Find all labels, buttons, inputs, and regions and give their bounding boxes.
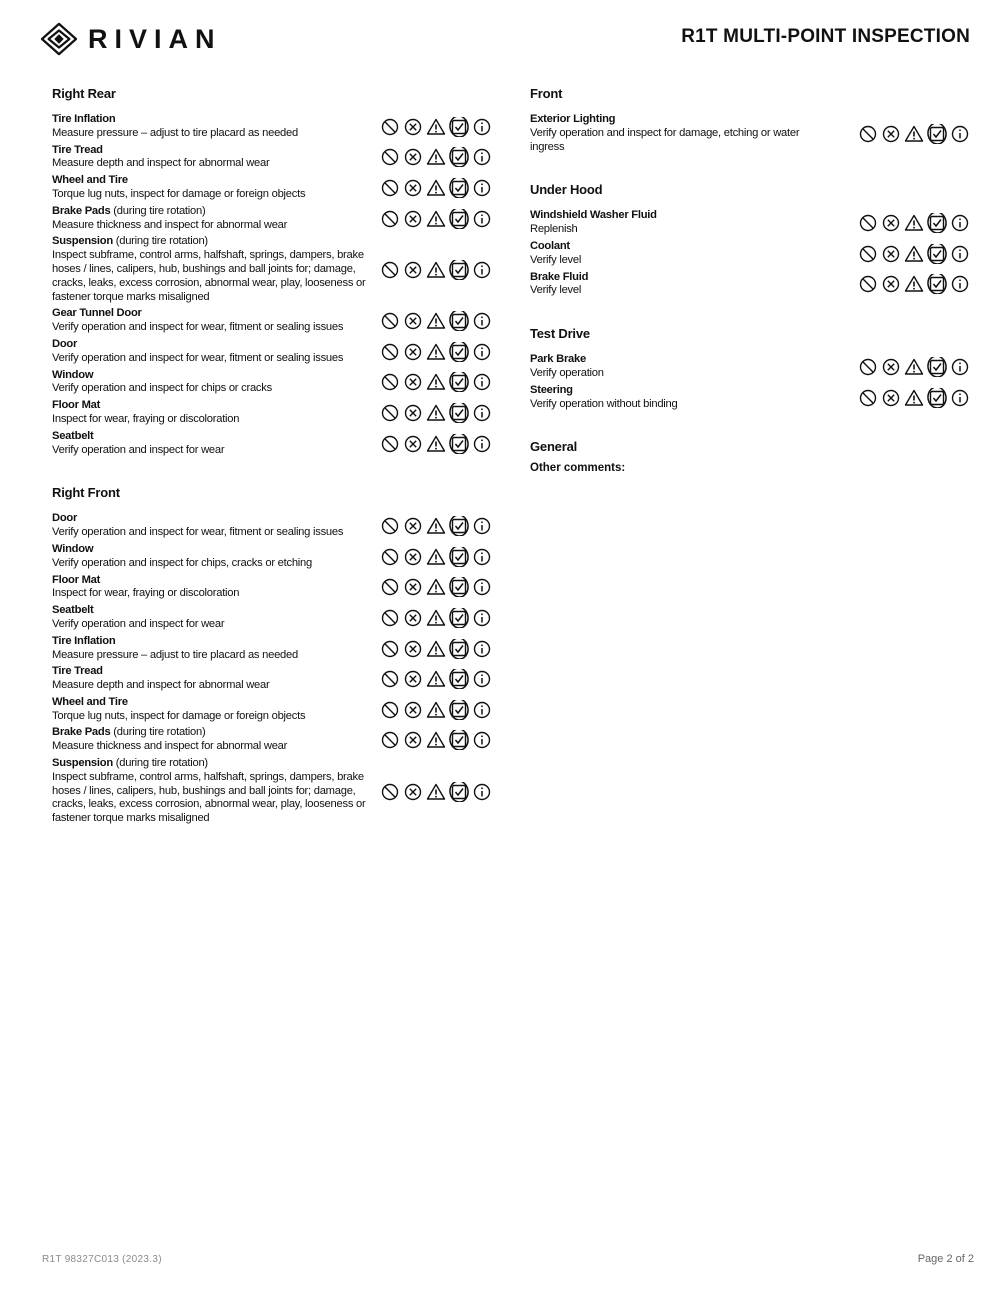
pass-checkbox-circled-icon[interactable] (449, 209, 469, 229)
inspection-item-description: Verify level (530, 253, 582, 266)
inspection-item-text (52, 235, 372, 304)
inspection-item-windshield-washer-fluid (530, 209, 970, 237)
pass-checkbox-circled-icon[interactable] (927, 357, 947, 377)
fail-icon[interactable] (403, 639, 423, 659)
section-title: Test Drive (530, 326, 590, 342)
fail-icon[interactable] (403, 434, 423, 454)
inspection-item-text (52, 757, 372, 826)
inspection-item-description: Measure thickness and inspect for abnormal wear (52, 740, 288, 753)
warning-icon[interactable] (426, 639, 446, 659)
inspection-item-name: Floor Mat (52, 573, 101, 586)
not-applicable-icon[interactable] (380, 730, 400, 750)
inspection-item-name: Park Brake (530, 353, 586, 366)
not-applicable-icon[interactable] (380, 700, 400, 720)
rating-options (380, 178, 492, 198)
warning-icon[interactable] (904, 213, 924, 233)
warning-icon[interactable] (426, 730, 446, 750)
not-applicable-icon[interactable] (380, 372, 400, 392)
info-icon[interactable] (472, 730, 492, 750)
section-title: Right Rear (52, 86, 116, 101)
rating-options (380, 147, 492, 167)
section-title: Right Front (52, 485, 120, 501)
inspection-item-name: Floor Mat (52, 399, 101, 412)
inspection-item-text (52, 113, 372, 141)
inspection-item-text (52, 399, 372, 427)
inspection-item-text (52, 174, 372, 202)
rating-options (380, 260, 492, 280)
rating-options (380, 403, 492, 423)
inspection-item-description: Verify operation and inspect for wear, fitment or sealing issues (52, 351, 344, 364)
not-applicable-icon[interactable] (858, 244, 878, 264)
pass-checkbox-circled-icon[interactable] (449, 260, 469, 280)
warning-icon[interactable] (426, 577, 446, 597)
info-icon[interactable] (472, 209, 492, 229)
not-applicable-icon[interactable] (380, 516, 400, 536)
rating-options (380, 209, 492, 229)
fail-icon[interactable] (403, 342, 423, 362)
left-column (52, 86, 492, 854)
inspection-item-description: Measure depth and inspect for abnormal wear (52, 679, 270, 692)
inspection-item-name: Tire Tread (52, 143, 103, 156)
inspection-item-description: Inspect subframe, control arms, halfshaft, springs, dampers, brake hoses / lines, calipers, hub, bushings and ball joints for; damage, cracks, leaks, excess corrosion, abnormal wear, play, looseness or fastener torque marks misaligned (52, 249, 366, 303)
fail-icon[interactable] (881, 244, 901, 264)
not-applicable-icon[interactable] (380, 178, 400, 198)
not-applicable-icon[interactable] (380, 260, 400, 280)
section-under-hood (530, 182, 970, 298)
warning-icon[interactable] (426, 372, 446, 392)
not-applicable-icon[interactable] (380, 147, 400, 167)
info-icon[interactable] (472, 434, 492, 454)
inspection-item-text (52, 512, 372, 540)
rating-options (380, 608, 492, 628)
pass-checkbox-circled-icon[interactable] (449, 403, 469, 423)
inspection-item-name: Window (52, 542, 94, 555)
info-icon[interactable] (472, 342, 492, 362)
inspection-item-text (52, 430, 372, 458)
rating-options (380, 577, 492, 597)
inspection-item-description: Verify operation and inspect for wear, fitment or sealing issues (52, 526, 344, 539)
rating-options (858, 244, 970, 264)
warning-icon[interactable] (426, 403, 446, 423)
info-icon[interactable] (472, 516, 492, 536)
inspection-item-text (530, 240, 830, 268)
inspection-item-text (52, 369, 372, 397)
rivian-logo (40, 22, 222, 56)
not-applicable-icon[interactable] (380, 311, 400, 331)
inspection-item-exterior-lighting (530, 113, 970, 154)
pass-checkbox-circled-icon[interactable] (449, 577, 469, 597)
not-applicable-icon[interactable] (858, 124, 878, 144)
not-applicable-icon[interactable] (380, 547, 400, 567)
warning-icon[interactable] (426, 209, 446, 229)
inspection-item-note: (during tire rotation) (112, 757, 208, 770)
rating-options (380, 782, 492, 802)
section-general (530, 439, 970, 474)
rating-options (380, 434, 492, 454)
inspection-item-text (530, 271, 830, 299)
inspection-item-name: Wheel and Tire (52, 174, 128, 187)
fail-icon[interactable] (881, 213, 901, 233)
rating-options (858, 357, 970, 377)
fail-icon[interactable] (403, 577, 423, 597)
info-icon[interactable] (472, 403, 492, 423)
not-applicable-icon[interactable] (380, 117, 400, 137)
info-icon[interactable] (950, 124, 970, 144)
not-applicable-icon[interactable] (858, 388, 878, 408)
info-icon[interactable] (950, 274, 970, 294)
section-title: General (530, 439, 578, 455)
inspection-item-tire-inflation (52, 113, 492, 141)
inspection-item-name: Gear Tunnel Door (52, 307, 142, 320)
info-icon[interactable] (472, 782, 492, 802)
inspection-item-suspension (52, 757, 492, 826)
fail-icon[interactable] (403, 178, 423, 198)
rating-options (380, 730, 492, 750)
warning-icon[interactable] (426, 147, 446, 167)
inspection-item-description: Torque lug nuts, inspect for damage or foreign objects (52, 187, 306, 200)
right-column (530, 86, 970, 502)
not-applicable-icon[interactable] (380, 342, 400, 362)
inspection-item-tire-tread (52, 144, 492, 172)
form-code: R1T 98327C013 (2023.3) (42, 1254, 162, 1265)
other-comments-label: Other comments: (530, 462, 626, 475)
warning-icon[interactable] (904, 274, 924, 294)
fail-icon[interactable] (403, 372, 423, 392)
not-applicable-icon[interactable] (380, 434, 400, 454)
fail-icon[interactable] (403, 608, 423, 628)
fail-icon[interactable] (403, 403, 423, 423)
inspection-item-description: Verify operation and inspect for damage, etching or water ingress (530, 126, 800, 153)
inspection-item-description: Measure pressure – adjust to tire placard as needed (52, 648, 298, 661)
section-front (530, 86, 970, 154)
page-number: Page 2 of 2 (917, 1253, 974, 1265)
warning-icon[interactable] (426, 117, 446, 137)
inspection-item-name: Tire Inflation (52, 113, 116, 125)
inspection-item-text (530, 384, 830, 412)
fail-icon[interactable] (403, 117, 423, 137)
inspection-item-text (52, 205, 372, 233)
inspection-item-steering (530, 384, 970, 412)
inspection-item-floor-mat (52, 399, 492, 427)
info-icon[interactable] (950, 388, 970, 408)
fail-icon[interactable] (881, 274, 901, 294)
inspection-item-text (52, 574, 372, 602)
pass-checkbox-circled-icon[interactable] (927, 274, 947, 294)
pass-checkbox-circled-icon[interactable] (449, 700, 469, 720)
info-icon[interactable] (472, 608, 492, 628)
inspection-item-brake-fluid (530, 271, 970, 299)
pass-checkbox-circled-icon[interactable] (449, 434, 469, 454)
fail-icon[interactable] (881, 124, 901, 144)
warning-icon[interactable] (904, 357, 924, 377)
warning-icon[interactable] (426, 608, 446, 628)
inspection-item-text (52, 144, 372, 172)
rating-options (380, 342, 492, 362)
warning-icon[interactable] (426, 434, 446, 454)
section-title: Front (530, 86, 563, 101)
not-applicable-icon[interactable] (858, 357, 878, 377)
fail-icon[interactable] (403, 311, 423, 331)
not-applicable-icon[interactable] (380, 782, 400, 802)
info-icon[interactable] (472, 260, 492, 280)
inspection-item-text (530, 113, 830, 154)
inspection-item-name: Window (52, 368, 94, 381)
document-title: R1T MULTI-POINT INSPECTION (681, 26, 970, 47)
info-icon[interactable] (472, 372, 492, 392)
rating-options (380, 516, 492, 536)
pass-checkbox-circled-icon[interactable] (449, 669, 469, 689)
fail-icon[interactable] (403, 547, 423, 567)
pass-checkbox-circled-icon[interactable] (449, 730, 469, 750)
pass-checkbox-circled-icon[interactable] (449, 311, 469, 331)
brand-wordmark: RIVIAN (88, 23, 222, 54)
inspection-item-suspension (52, 235, 492, 304)
inspection-item-wheel-and-tire (52, 696, 492, 724)
inspection-item-text (52, 604, 372, 632)
inspection-item-text (52, 543, 372, 571)
inspection-item-description: Inspect subframe, control arms, halfshaft, springs, dampers, brake hoses / lines, calipers, hub, bushings and ball joints for; damage, cracks, leaks, excess corrosion, abnormal wear, play, looseness or fastener torque marks misaligned (52, 770, 366, 825)
warning-icon[interactable] (904, 124, 924, 144)
inspection-item-name: Suspension (52, 235, 113, 248)
rating-options (380, 639, 492, 659)
inspection-item-text (530, 353, 830, 381)
inspection-item-window (52, 543, 492, 571)
inspection-item-description: Inspect for wear, fraying or discoloration (52, 412, 240, 425)
not-applicable-icon[interactable] (380, 209, 400, 229)
info-icon[interactable] (950, 244, 970, 264)
inspection-item-name: Coolant (530, 239, 570, 252)
inspection-item-name: Brake Pads (52, 726, 111, 739)
inspection-item-description: Verify operation and inspect for wear (52, 617, 225, 630)
inspection-item-text (52, 726, 372, 754)
inspection-item-description: Measure depth and inspect for abnormal wear (52, 157, 270, 170)
pass-checkbox-circled-icon[interactable] (449, 516, 469, 536)
info-icon[interactable] (472, 669, 492, 689)
info-icon[interactable] (472, 117, 492, 137)
fail-icon[interactable] (403, 730, 423, 750)
section-right-front (52, 485, 492, 826)
inspection-item-description: Inspect for wear, fraying or discoloration (52, 587, 240, 600)
inspection-item-name: Wheel and Tire (52, 695, 128, 708)
fail-icon[interactable] (403, 260, 423, 280)
inspection-item-description: Verify operation and inspect for wear (52, 443, 225, 456)
pass-checkbox-circled-icon[interactable] (927, 244, 947, 264)
inspection-item-description: Verify operation and inspect for chips or cracks (52, 382, 272, 395)
warning-icon[interactable] (426, 782, 446, 802)
inspection-item-description: Measure pressure – adjust to tire placard as needed (52, 126, 298, 139)
rating-options (380, 669, 492, 689)
pass-checkbox-circled-icon[interactable] (449, 178, 469, 198)
rating-options (858, 388, 970, 408)
section-right-rear (52, 86, 492, 457)
warning-icon[interactable] (426, 178, 446, 198)
not-applicable-icon[interactable] (380, 639, 400, 659)
inspection-item-name: Seatbelt (52, 429, 94, 442)
warning-icon[interactable] (426, 547, 446, 567)
rivian-compass-icon (40, 22, 78, 56)
warning-icon[interactable] (904, 388, 924, 408)
warning-icon[interactable] (426, 516, 446, 536)
rating-options (380, 372, 492, 392)
inspection-item-name: Windshield Washer Fluid (530, 209, 657, 222)
info-icon[interactable] (472, 547, 492, 567)
info-icon[interactable] (950, 357, 970, 377)
info-icon[interactable] (472, 577, 492, 597)
pass-checkbox-circled-icon[interactable] (449, 372, 469, 392)
not-applicable-icon[interactable] (858, 213, 878, 233)
inspection-item-description: Measure thickness and inspect for abnormal wear (52, 218, 288, 231)
inspection-item-description: Replenish (530, 223, 578, 236)
pass-checkbox-circled-icon[interactable] (449, 117, 469, 137)
inspection-item-name: Seatbelt (52, 604, 94, 617)
warning-icon[interactable] (426, 669, 446, 689)
inspection-item-text (52, 665, 372, 693)
inspection-item-description: Verify operation (530, 366, 604, 379)
info-icon[interactable] (950, 213, 970, 233)
inspection-item-floor-mat (52, 574, 492, 602)
inspection-item-coolant (530, 240, 970, 268)
inspection-item-name: Tire Tread (52, 665, 103, 678)
warning-icon[interactable] (904, 244, 924, 264)
inspection-item-seatbelt (52, 430, 492, 458)
rating-options (858, 274, 970, 294)
warning-icon[interactable] (426, 700, 446, 720)
rating-options (380, 547, 492, 567)
inspection-item-door (52, 338, 492, 366)
info-icon[interactable] (472, 147, 492, 167)
pass-checkbox-circled-icon[interactable] (449, 608, 469, 628)
inspection-item-tire-tread (52, 665, 492, 693)
inspection-item-name: Steering (530, 383, 573, 396)
not-applicable-icon[interactable] (858, 274, 878, 294)
pass-checkbox-circled-icon[interactable] (449, 782, 469, 802)
inspection-item-name: Brake Pads (52, 204, 111, 217)
inspection-item-description: Torque lug nuts, inspect for damage or foreign objects (52, 709, 306, 722)
inspection-item-name: Door (52, 512, 78, 525)
fail-icon[interactable] (881, 388, 901, 408)
inspection-item-door (52, 512, 492, 540)
inspection-item-text (52, 696, 372, 724)
warning-icon[interactable] (426, 260, 446, 280)
rating-options (380, 700, 492, 720)
pass-checkbox-circled-icon[interactable] (927, 124, 947, 144)
rating-options (858, 213, 970, 233)
inspection-item-description: Verify operation without binding (530, 397, 678, 410)
info-icon[interactable] (472, 639, 492, 659)
warning-icon[interactable] (426, 311, 446, 331)
section-test-drive (530, 326, 970, 411)
warning-icon[interactable] (426, 342, 446, 362)
fail-icon[interactable] (403, 700, 423, 720)
inspection-item-description: Verify operation and inspect for wear, fitment or sealing issues (52, 321, 344, 334)
pass-checkbox-circled-icon[interactable] (927, 213, 947, 233)
not-applicable-icon[interactable] (380, 608, 400, 628)
inspection-item-description: Verify level (530, 284, 582, 297)
inspection-item-name: Brake Fluid (530, 270, 589, 283)
info-icon[interactable] (472, 700, 492, 720)
inspection-item-note: (during tire rotation) (110, 726, 206, 739)
fail-icon[interactable] (403, 782, 423, 802)
rating-options (858, 124, 970, 144)
inspection-item-text (52, 307, 372, 335)
inspection-item-text (530, 209, 830, 237)
inspection-item-brake-pads (52, 726, 492, 754)
info-icon[interactable] (472, 311, 492, 331)
inspection-item-window (52, 369, 492, 397)
inspection-item-note: (during tire rotation) (110, 204, 206, 217)
rating-options (380, 117, 492, 137)
inspection-item-text (52, 338, 372, 366)
inspection-item-wheel-and-tire (52, 174, 492, 202)
inspection-item-park-brake (530, 353, 970, 381)
inspection-item-note: (during tire rotation) (112, 235, 208, 248)
inspection-item-brake-pads (52, 205, 492, 233)
pass-checkbox-circled-icon[interactable] (927, 388, 947, 408)
inspection-item-text (52, 635, 372, 663)
pass-checkbox-circled-icon[interactable] (449, 547, 469, 567)
inspection-item-seatbelt (52, 604, 492, 632)
inspection-item-name: Exterior Lighting (530, 113, 616, 125)
inspection-item-gear-tunnel-door (52, 307, 492, 335)
fail-icon[interactable] (403, 147, 423, 167)
info-icon[interactable] (472, 178, 492, 198)
inspection-item-tire-inflation (52, 635, 492, 663)
rating-options (380, 311, 492, 331)
pass-checkbox-circled-icon[interactable] (449, 147, 469, 167)
inspection-item-description: Verify operation and inspect for chips, cracks or etching (52, 556, 312, 569)
fail-icon[interactable] (403, 669, 423, 689)
inspection-item-name: Door (52, 337, 78, 350)
fail-icon[interactable] (403, 209, 423, 229)
not-applicable-icon[interactable] (380, 669, 400, 689)
not-applicable-icon[interactable] (380, 403, 400, 423)
pass-checkbox-circled-icon[interactable] (449, 639, 469, 659)
inspection-item-name: Tire Inflation (52, 634, 116, 647)
inspection-item-name: Suspension (52, 757, 113, 770)
fail-icon[interactable] (881, 357, 901, 377)
fail-icon[interactable] (403, 516, 423, 536)
section-title: Under Hood (530, 182, 603, 198)
pass-checkbox-circled-icon[interactable] (449, 342, 469, 362)
not-applicable-icon[interactable] (380, 577, 400, 597)
